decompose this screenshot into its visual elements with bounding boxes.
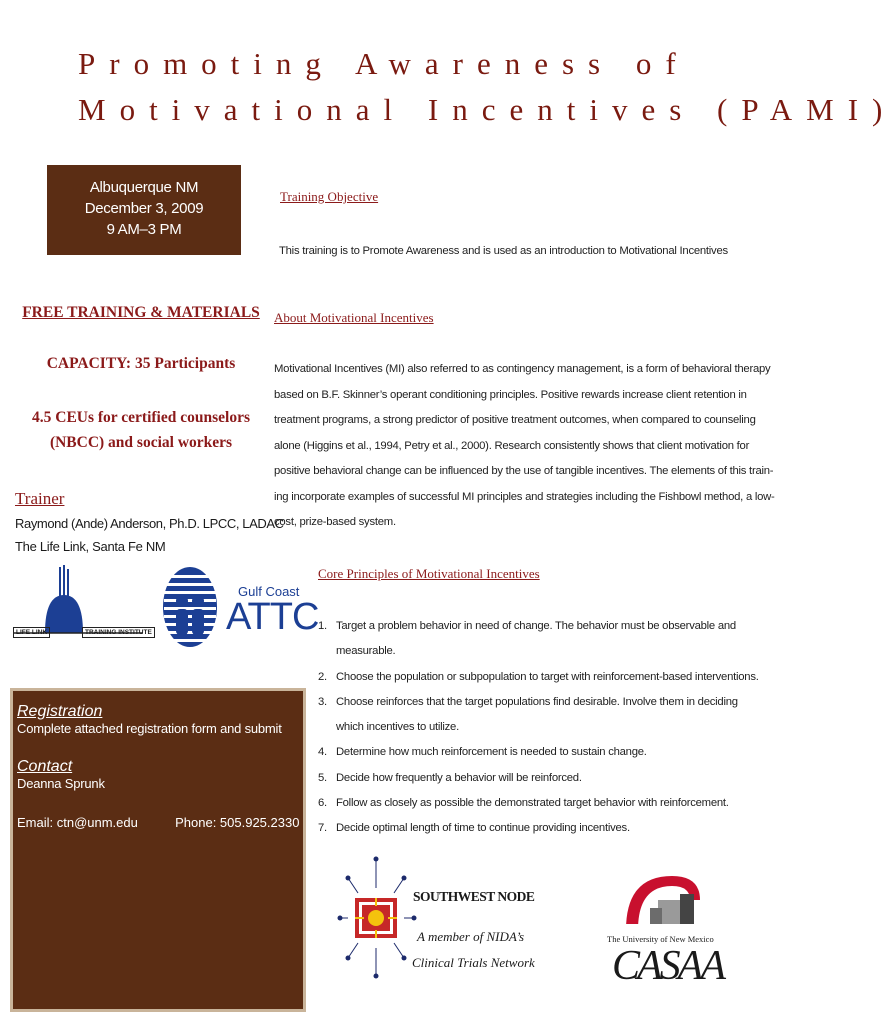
training-objective-heading: Training Objective	[280, 189, 379, 204]
contact-name: Deanna Sprunk	[17, 776, 105, 791]
about-line: treatment programs, a strong predictor of positive treatment outcomes, when compared to counseling	[274, 414, 756, 426]
contact-email: Email: ctn@unm.edu	[17, 815, 138, 830]
attc-label: ATTC	[226, 596, 319, 638]
southwest-node-label: SOUTHWEST NODE	[413, 889, 535, 904]
principle-item	[318, 816, 763, 841]
principle-item	[318, 614, 763, 665]
principle-item	[318, 791, 763, 816]
principle-number: 5.	[318, 771, 327, 784]
principle-item	[318, 766, 763, 791]
registration-text: Complete attached registration form and submit	[17, 721, 282, 736]
event-date: December 3, 2009	[84, 200, 204, 217]
capacity-label: CAPACITY: 35 Participants	[46, 355, 236, 372]
event-info-box	[47, 165, 241, 255]
contact-heading: Contact	[17, 758, 73, 775]
nida-member-line-1: A member of NIDA’s	[417, 929, 525, 944]
unm-label: The University of New Mexico	[607, 934, 714, 944]
event-city: Albuquerque NM	[89, 179, 199, 196]
principle-number: 6.	[318, 797, 327, 810]
unm-logo-graphic	[622, 872, 702, 930]
zia-sun-logo	[338, 858, 418, 978]
principle-number: 2.	[318, 670, 327, 683]
attc-logo-graphic	[160, 565, 220, 650]
about-line: positive behavioral change can be influenced by the use of tangible incentives. The elements of this train-	[274, 465, 774, 477]
principle-text: Determine how much reinforcement is needed to sustain change.	[336, 746, 647, 759]
about-heading: About Motivational Incentives	[274, 310, 434, 325]
principle-item	[318, 690, 763, 741]
principle-item	[318, 740, 763, 765]
life-link-label: LIFE LINK	[13, 627, 50, 638]
about-line: ing incorporate examples of successful MI principles and strategies including the Fishbowl method, a low-	[274, 490, 775, 503]
free-training-label: FREE TRAINING & MATERIALS	[22, 304, 260, 321]
core-principles-list	[318, 614, 763, 842]
principle-text: Choose reinforces that the target populations find desirable. Involve them in deciding	[336, 695, 738, 708]
principle-text: Follow as closely as possible the demonstrated target behavior with reinforcement.	[336, 797, 729, 810]
event-time: 9 AM–3 PM	[106, 221, 182, 238]
about-line: alone (Higgins et al., 1994, Petry et al., 2000). Research consistently shows that client motivation for	[274, 439, 750, 452]
principle-number: 1.	[318, 620, 327, 632]
attc-logo	[160, 565, 220, 650]
contact-phone: Phone: 505.925.2330	[175, 815, 300, 830]
registration-heading: Registration	[17, 703, 103, 720]
attc-gulf-coast: Gulf Coast	[238, 584, 300, 599]
principle-number: 4.	[318, 746, 327, 759]
principle-number: 7.	[318, 822, 327, 835]
nida-member-line-2: Clinical Trials Network	[412, 955, 535, 970]
principle-text: Decide optimal length of time to continue providing incentives.	[336, 822, 630, 835]
about-line: based on B.F. Skinner’s operant conditioning principles. Positive rewards increase client retention in	[274, 388, 747, 401]
about-line: cost, prize-based system.	[274, 516, 396, 528]
core-principles-heading: Core Principles of Motivational Incentives	[318, 566, 540, 581]
ceus-line-2: (NBCC) and social workers	[49, 434, 233, 451]
principle-text: Target a problem behavior in need of change. The behavior must be observable and	[336, 620, 736, 632]
zia-sun-graphic	[338, 858, 418, 978]
training-objective-text: This training is to Promote Awareness and is used as an introduction to Motivational Incentives	[279, 245, 728, 257]
unm-logo	[622, 872, 702, 930]
principle-item	[318, 665, 763, 690]
casaa-label: CASAA	[612, 943, 723, 989]
page-title-line-1: Promoting Awareness of	[78, 46, 690, 81]
about-text	[274, 357, 775, 536]
principle-text: Decide how frequently a behavior will be reinforced.	[336, 771, 582, 784]
registration-box	[10, 688, 306, 1012]
page-title-line-2: Motivational Incentives (PAMI)	[78, 92, 896, 127]
principle-text-cont: which incentives to utilize.	[336, 721, 459, 734]
principle-text-cont: measurable.	[336, 645, 396, 658]
training-institute-label: TRAINING INSTITUTE	[82, 627, 155, 638]
ceus-line-1: 4.5 CEUs for certified counselors	[32, 409, 250, 426]
trainer-org: The Life Link, Santa Fe NM	[15, 539, 166, 554]
trainer-heading: Trainer	[15, 489, 65, 508]
about-line: Motivational Incentives (MI) also referred to as contingency management, is a form of behavioral therapy	[274, 363, 771, 375]
trainer-name: Raymond (Ande) Anderson, Ph.D. LPCC, LADAC	[15, 516, 284, 531]
principle-number: 3.	[318, 695, 327, 708]
principle-text: Choose the population or subpopulation to target with reinforcement-based interventions.	[336, 670, 759, 683]
